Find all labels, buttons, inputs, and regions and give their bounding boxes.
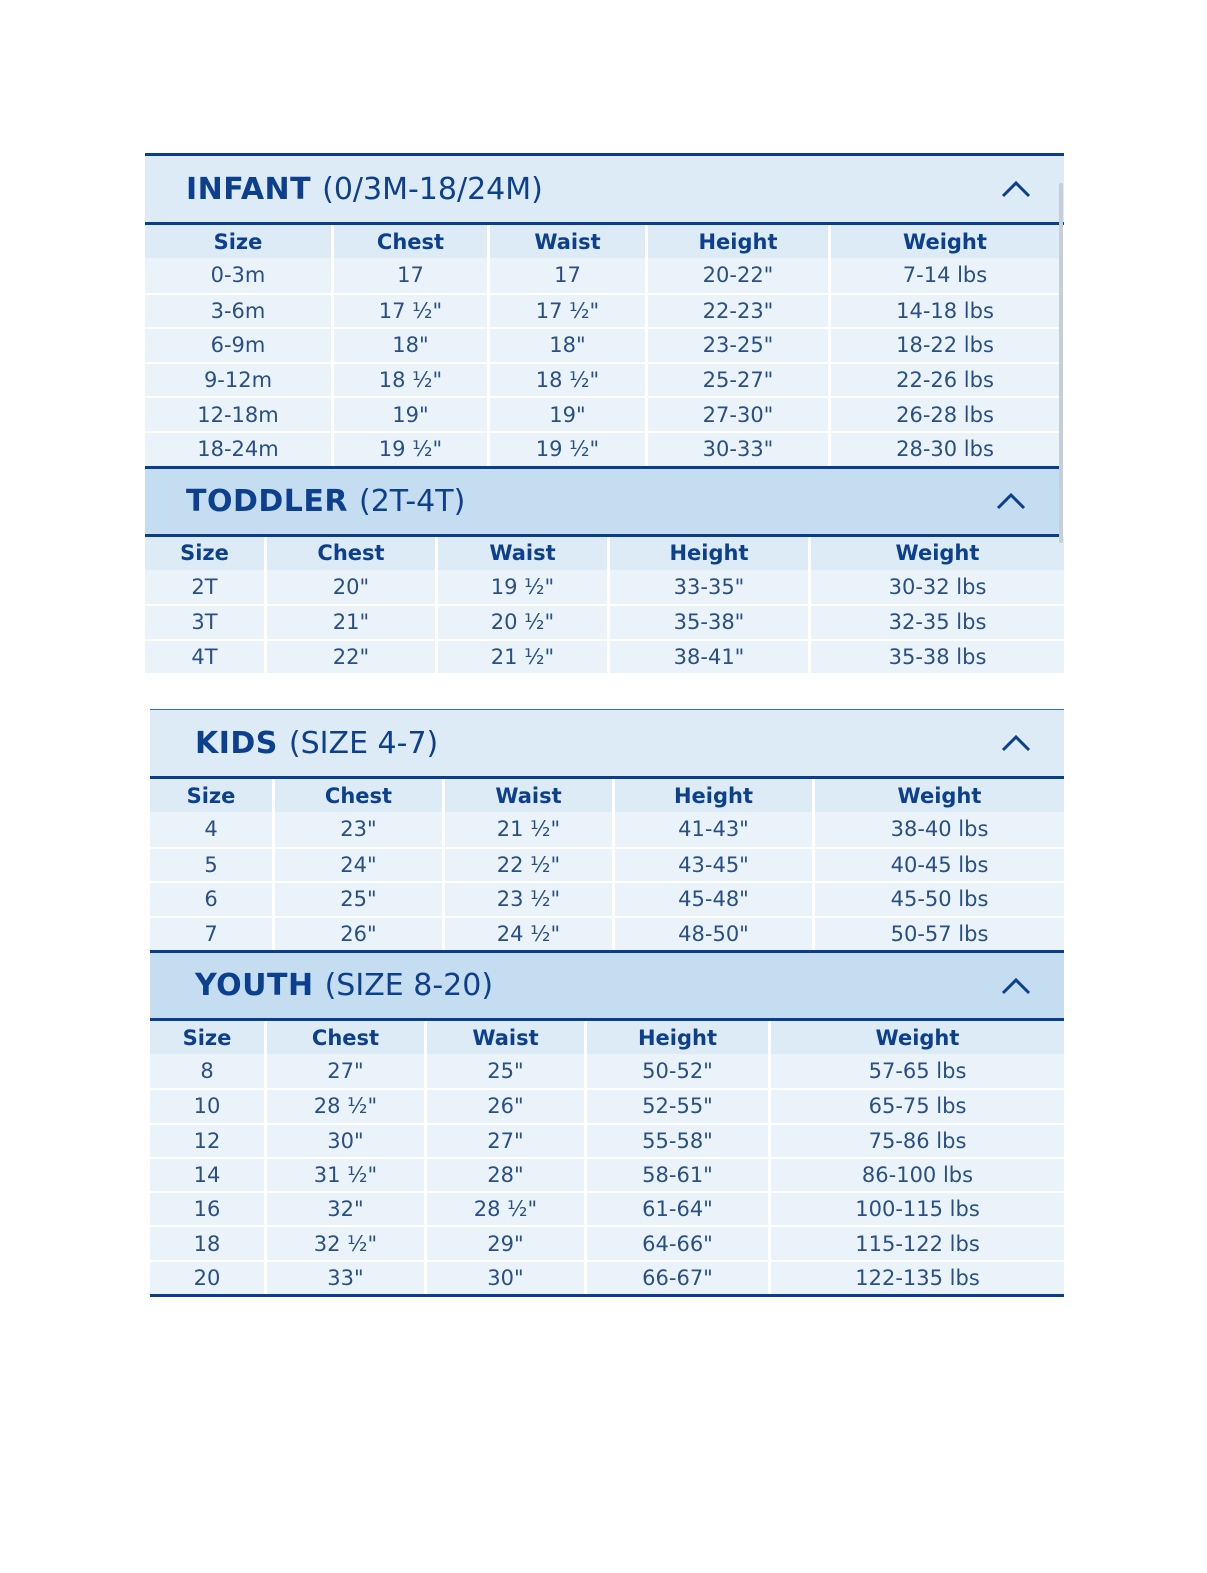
cell-waist: 30" xyxy=(424,1260,584,1294)
cell-size: 5 xyxy=(150,847,272,882)
cell-chest: 31 ½" xyxy=(264,1157,424,1191)
infant-table-body xyxy=(145,258,1059,466)
infant-section-header[interactable] xyxy=(145,153,1064,225)
cell-waist: 28 ½" xyxy=(424,1191,584,1225)
col-size: Size xyxy=(150,1021,264,1054)
table-row xyxy=(150,1225,1064,1259)
cell-waist: 21 ½" xyxy=(442,812,612,847)
table-row xyxy=(150,916,1064,951)
table-row xyxy=(145,639,1064,674)
cell-chest: 25" xyxy=(272,881,442,916)
cell-weight: 65-75 lbs xyxy=(768,1088,1064,1122)
col-weight: Weight xyxy=(768,1021,1064,1054)
cell-size: 14 xyxy=(150,1157,264,1191)
col-chest: Chest xyxy=(272,779,442,812)
cell-weight: 45-50 lbs xyxy=(812,881,1064,916)
cell-height: 27-30" xyxy=(645,396,828,431)
toddler-section-range: (2T-4T) xyxy=(358,483,466,519)
table-row xyxy=(150,1123,1064,1157)
cell-chest: 17 xyxy=(331,258,487,293)
col-size: Size xyxy=(145,225,331,258)
toddler-size-table xyxy=(145,537,1064,674)
cell-size: 8 xyxy=(150,1054,264,1088)
cell-waist: 18" xyxy=(487,327,645,362)
table-row xyxy=(150,847,1064,882)
cell-size: 16 xyxy=(150,1191,264,1225)
col-height: Height xyxy=(612,779,812,812)
size-chart-panel-infant-toddler xyxy=(145,153,1064,671)
cell-weight: 86-100 lbs xyxy=(768,1157,1064,1191)
table-row xyxy=(145,293,1059,328)
cell-height: 52-55" xyxy=(584,1088,768,1122)
toddler-header-row xyxy=(145,537,1064,570)
cell-waist: 19" xyxy=(487,396,645,431)
cell-height: 35-38" xyxy=(607,604,808,639)
cell-weight: 100-115 lbs xyxy=(768,1191,1064,1225)
table-row xyxy=(150,812,1064,847)
cell-waist: 27" xyxy=(424,1123,584,1157)
col-height: Height xyxy=(584,1021,768,1054)
cell-size: 3-6m xyxy=(145,293,331,328)
cell-height: 30-33" xyxy=(645,431,828,466)
size-chart-panel-kids-youth xyxy=(150,709,1064,1294)
cell-size: 6 xyxy=(150,881,272,916)
cell-size: 10 xyxy=(150,1088,264,1122)
cell-size: 3T xyxy=(145,604,264,639)
table-row xyxy=(145,431,1059,466)
cell-weight: 14-18 lbs xyxy=(828,293,1059,328)
col-chest: Chest xyxy=(264,537,435,570)
cell-waist: 18 ½" xyxy=(487,362,645,397)
cell-chest: 21" xyxy=(264,604,435,639)
youth-section-name: YOUTH xyxy=(195,968,314,1003)
cell-size: 20 xyxy=(150,1260,264,1294)
cell-size: 7 xyxy=(150,916,272,951)
table-row xyxy=(150,1191,1064,1225)
toddler-table-body xyxy=(145,570,1064,674)
chevron-up-icon[interactable] xyxy=(1000,733,1032,753)
col-weight: Weight xyxy=(828,225,1059,258)
cell-height: 38-41" xyxy=(607,639,808,674)
table-row xyxy=(145,570,1064,605)
youth-size-table xyxy=(150,1021,1064,1297)
cell-weight: 122-135 lbs xyxy=(768,1260,1064,1294)
youth-section-title xyxy=(195,953,493,1018)
cell-chest: 30" xyxy=(264,1123,424,1157)
cell-weight: 57-65 lbs xyxy=(768,1054,1064,1088)
col-waist: Waist xyxy=(424,1021,584,1054)
cell-height: 58-61" xyxy=(584,1157,768,1191)
table-row xyxy=(145,258,1059,293)
col-chest: Chest xyxy=(331,225,487,258)
kids-section-title xyxy=(195,710,438,776)
cell-chest: 23" xyxy=(272,812,442,847)
cell-size: 4 xyxy=(150,812,272,847)
col-height: Height xyxy=(645,225,828,258)
cell-chest: 26" xyxy=(272,916,442,951)
cell-height: 23-25" xyxy=(645,327,828,362)
infant-section-name: INFANT xyxy=(186,171,312,207)
table-row xyxy=(150,1054,1064,1088)
infant-section-range: (0/3M-18/24M) xyxy=(322,171,543,207)
kids-section-range: (SIZE 4-7) xyxy=(288,725,439,761)
cell-waist: 29" xyxy=(424,1225,584,1259)
cell-chest: 28 ½" xyxy=(264,1088,424,1122)
cell-height: 25-27" xyxy=(645,362,828,397)
cell-weight: 7-14 lbs xyxy=(828,258,1059,293)
cell-height: 66-67" xyxy=(584,1260,768,1294)
cell-size: 2T xyxy=(145,570,264,605)
col-height: Height xyxy=(607,537,808,570)
infant-size-table xyxy=(145,225,1059,466)
cell-waist: 19 ½" xyxy=(435,570,607,605)
cell-size: 18-24m xyxy=(145,431,331,466)
cell-height: 50-52" xyxy=(584,1054,768,1088)
youth-table-body xyxy=(150,1054,1064,1294)
col-waist: Waist xyxy=(487,225,645,258)
cell-waist: 17 ½" xyxy=(487,293,645,328)
cell-weight: 35-38 lbs xyxy=(808,639,1064,674)
col-size: Size xyxy=(145,537,264,570)
col-chest: Chest xyxy=(264,1021,424,1054)
cell-size: 18 xyxy=(150,1225,264,1259)
table-row xyxy=(150,881,1064,916)
cell-chest: 33" xyxy=(264,1260,424,1294)
cell-size: 12 xyxy=(150,1123,264,1157)
chevron-up-icon[interactable] xyxy=(1000,179,1032,199)
cell-waist: 25" xyxy=(424,1054,584,1088)
col-waist: Waist xyxy=(435,537,607,570)
table-row xyxy=(145,327,1059,362)
cell-size: 4T xyxy=(145,639,264,674)
toddler-section-name: TODDLER xyxy=(186,483,348,519)
cell-waist: 21 ½" xyxy=(435,639,607,674)
cell-waist: 28" xyxy=(424,1157,584,1191)
cell-waist: 24 ½" xyxy=(442,916,612,951)
kids-header-row xyxy=(150,779,1064,812)
cell-weight: 50-57 lbs xyxy=(812,916,1064,951)
col-waist: Waist xyxy=(442,779,612,812)
cell-chest: 20" xyxy=(264,570,435,605)
cell-weight: 75-86 lbs xyxy=(768,1123,1064,1157)
cell-chest: 24" xyxy=(272,847,442,882)
kids-size-table xyxy=(150,779,1064,950)
cell-height: 20-22" xyxy=(645,258,828,293)
chevron-up-icon[interactable] xyxy=(1000,976,1032,996)
chevron-up-icon[interactable] xyxy=(995,491,1027,511)
cell-waist: 23 ½" xyxy=(442,881,612,916)
cell-waist: 26" xyxy=(424,1088,584,1122)
table-row xyxy=(145,396,1059,431)
cell-height: 48-50" xyxy=(612,916,812,951)
cell-waist: 22 ½" xyxy=(442,847,612,882)
cell-weight: 32-35 lbs xyxy=(808,604,1064,639)
cell-height: 41-43" xyxy=(612,812,812,847)
cell-size: 0-3m xyxy=(145,258,331,293)
infant-section-title xyxy=(186,156,543,222)
cell-weight: 28-30 lbs xyxy=(828,431,1059,466)
toddler-section-title xyxy=(186,469,465,534)
table-row xyxy=(150,1157,1064,1191)
cell-waist: 19 ½" xyxy=(487,431,645,466)
table-row xyxy=(145,604,1064,639)
cell-weight: 26-28 lbs xyxy=(828,396,1059,431)
youth-section-range: (SIZE 8-20) xyxy=(324,968,494,1003)
cell-weight: 115-122 lbs xyxy=(768,1225,1064,1259)
kids-table-body xyxy=(150,812,1064,950)
cell-height: 55-58" xyxy=(584,1123,768,1157)
cell-chest: 18 ½" xyxy=(331,362,487,397)
cell-height: 45-48" xyxy=(612,881,812,916)
youth-header-row xyxy=(150,1021,1064,1054)
kids-section-header[interactable] xyxy=(150,709,1064,779)
cell-chest: 27" xyxy=(264,1054,424,1088)
cell-weight: 18-22 lbs xyxy=(828,327,1059,362)
cell-weight: 40-45 lbs xyxy=(812,847,1064,882)
table-row xyxy=(150,1088,1064,1122)
cell-height: 43-45" xyxy=(612,847,812,882)
col-weight: Weight xyxy=(808,537,1064,570)
cell-chest: 17 ½" xyxy=(331,293,487,328)
kids-section-name: KIDS xyxy=(195,725,278,761)
cell-chest: 32" xyxy=(264,1191,424,1225)
cell-weight: 30-32 lbs xyxy=(808,570,1064,605)
col-size: Size xyxy=(150,779,272,812)
cell-height: 22-23" xyxy=(645,293,828,328)
cell-weight: 38-40 lbs xyxy=(812,812,1064,847)
cell-size: 6-9m xyxy=(145,327,331,362)
cell-height: 61-64" xyxy=(584,1191,768,1225)
toddler-section-header[interactable] xyxy=(145,466,1059,537)
cell-chest: 18" xyxy=(331,327,487,362)
table-row xyxy=(150,1260,1064,1294)
cell-waist: 17 xyxy=(487,258,645,293)
cell-size: 12-18m xyxy=(145,396,331,431)
col-weight: Weight xyxy=(812,779,1064,812)
cell-height: 64-66" xyxy=(584,1225,768,1259)
cell-height: 33-35" xyxy=(607,570,808,605)
cell-chest: 22" xyxy=(264,639,435,674)
infant-header-row xyxy=(145,225,1059,258)
youth-section-header[interactable] xyxy=(150,950,1064,1021)
cell-chest: 19 ½" xyxy=(331,431,487,466)
cell-weight: 22-26 lbs xyxy=(828,362,1059,397)
table-row xyxy=(145,362,1059,397)
cell-chest: 19" xyxy=(331,396,487,431)
cell-chest: 32 ½" xyxy=(264,1225,424,1259)
scrollbar[interactable] xyxy=(1059,183,1063,543)
cell-waist: 20 ½" xyxy=(435,604,607,639)
cell-size: 9-12m xyxy=(145,362,331,397)
